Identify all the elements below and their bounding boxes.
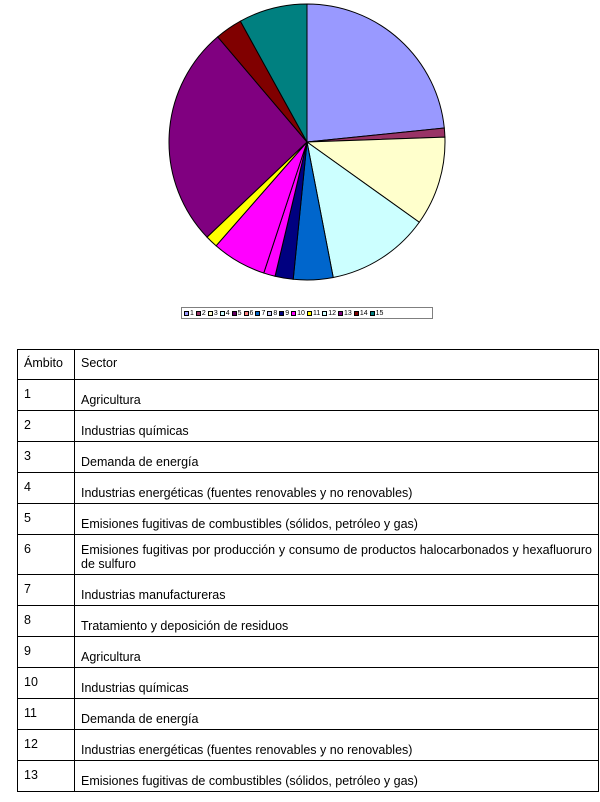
legend-label: 7	[261, 309, 266, 317]
legend-label: 3	[213, 309, 218, 317]
table-row	[18, 699, 599, 730]
ambito-cell: 5	[18, 504, 75, 535]
legend-swatch	[196, 311, 201, 316]
legend-label: 13	[344, 309, 352, 317]
sector-cell: Demanda de energía	[75, 442, 599, 473]
table-row	[18, 761, 599, 792]
sector-cell: Emisiones fugitivas de combustibles (sólidos, petróleo y gas)	[75, 761, 599, 792]
sector-cell: Industrias manufactureras	[75, 575, 599, 606]
legend-item-10	[291, 310, 305, 317]
sector-cell: Industrias energéticas (fuentes renovables y no renovables)	[75, 473, 599, 504]
legend-swatch	[322, 311, 327, 316]
ambito-cell: 9	[18, 637, 75, 668]
table-row	[18, 473, 599, 504]
legend-item-9	[279, 310, 289, 317]
header-ambito: Ámbito	[18, 350, 75, 380]
legend-swatch	[184, 311, 189, 316]
ambito-cell: 13	[18, 761, 75, 792]
legend-item-8	[267, 310, 277, 317]
legend-swatch	[232, 311, 237, 316]
ambito-cell: 8	[18, 606, 75, 637]
legend-label: 5	[237, 309, 242, 317]
legend-item-15	[370, 310, 384, 317]
legend-swatch	[338, 311, 343, 316]
table-row	[18, 730, 599, 761]
legend-item-11	[307, 310, 320, 317]
ambito-cell: 2	[18, 411, 75, 442]
legend-swatch	[307, 311, 312, 316]
table-row	[18, 668, 599, 699]
table-row	[18, 606, 599, 637]
chart-legend	[181, 307, 433, 319]
sector-cell: Emisiones fugitivas de combustibles (sólidos, petróleo y gas)	[75, 504, 599, 535]
ambito-cell: 6	[18, 535, 75, 575]
legend-label: 15	[375, 309, 384, 317]
legend-swatch	[255, 311, 260, 316]
sector-cell: Emisiones fugitivas por producción y consumo de productos halocarbonados y hexafluoruro de sulfuro	[75, 535, 599, 575]
sector-table	[17, 349, 599, 792]
sector-cell: Demanda de energía	[75, 699, 599, 730]
table-header-row	[18, 350, 599, 380]
legend-swatch	[291, 311, 296, 316]
legend-item-2	[196, 310, 206, 317]
sector-cell: Agricultura	[75, 637, 599, 668]
legend-label: 11	[312, 309, 321, 317]
legend-item-4	[220, 310, 230, 317]
ambito-cell: 7	[18, 575, 75, 606]
legend-swatch	[208, 311, 213, 316]
legend-swatch	[220, 311, 225, 316]
legend-item-3	[208, 310, 218, 317]
legend-item-14	[354, 310, 368, 317]
table-row	[18, 637, 599, 668]
header-sector: Sector	[75, 350, 599, 380]
legend-swatch	[370, 311, 375, 316]
legend-item-5	[232, 310, 242, 317]
ambito-cell: 10	[18, 668, 75, 699]
legend-item-6	[244, 310, 254, 317]
legend-label: 2	[201, 309, 206, 317]
table-row	[18, 575, 599, 606]
legend-label: 10	[297, 309, 305, 317]
pie-chart-svg	[0, 0, 600, 290]
legend-label: 14	[359, 309, 368, 317]
legend-label: 4	[225, 309, 230, 317]
legend-swatch	[267, 311, 272, 316]
ambito-cell: 4	[18, 473, 75, 504]
ambito-cell: 3	[18, 442, 75, 473]
ambito-cell: 1	[18, 380, 75, 411]
legend-item-12	[322, 310, 336, 317]
legend-label: 9	[285, 309, 290, 317]
legend-item-13	[338, 310, 352, 317]
table-row	[18, 535, 599, 575]
legend-label: 8	[273, 309, 278, 317]
pie-slice-1	[307, 4, 444, 142]
table-row	[18, 442, 599, 473]
pie-chart	[0, 0, 600, 290]
legend-label: 6	[249, 309, 254, 317]
table-row	[18, 411, 599, 442]
sector-cell: Agricultura	[75, 380, 599, 411]
legend-swatch	[279, 311, 284, 316]
sector-table-container	[17, 349, 598, 792]
legend-label: 1	[190, 309, 194, 317]
sector-cell: Industrias químicas	[75, 668, 599, 699]
legend-item-7	[255, 310, 265, 317]
legend-item-1	[184, 310, 194, 317]
table-row	[18, 504, 599, 535]
table-row	[18, 380, 599, 411]
ambito-cell: 11	[18, 699, 75, 730]
sector-cell: Industrias energéticas (fuentes renovables y no renovables)	[75, 730, 599, 761]
table-body	[18, 380, 599, 792]
legend-swatch	[244, 311, 249, 316]
sector-cell: Industrias químicas	[75, 411, 599, 442]
ambito-cell: 12	[18, 730, 75, 761]
legend-swatch	[354, 311, 359, 316]
sector-cell: Tratamiento y deposición de residuos	[75, 606, 599, 637]
legend-label: 12	[328, 309, 337, 317]
